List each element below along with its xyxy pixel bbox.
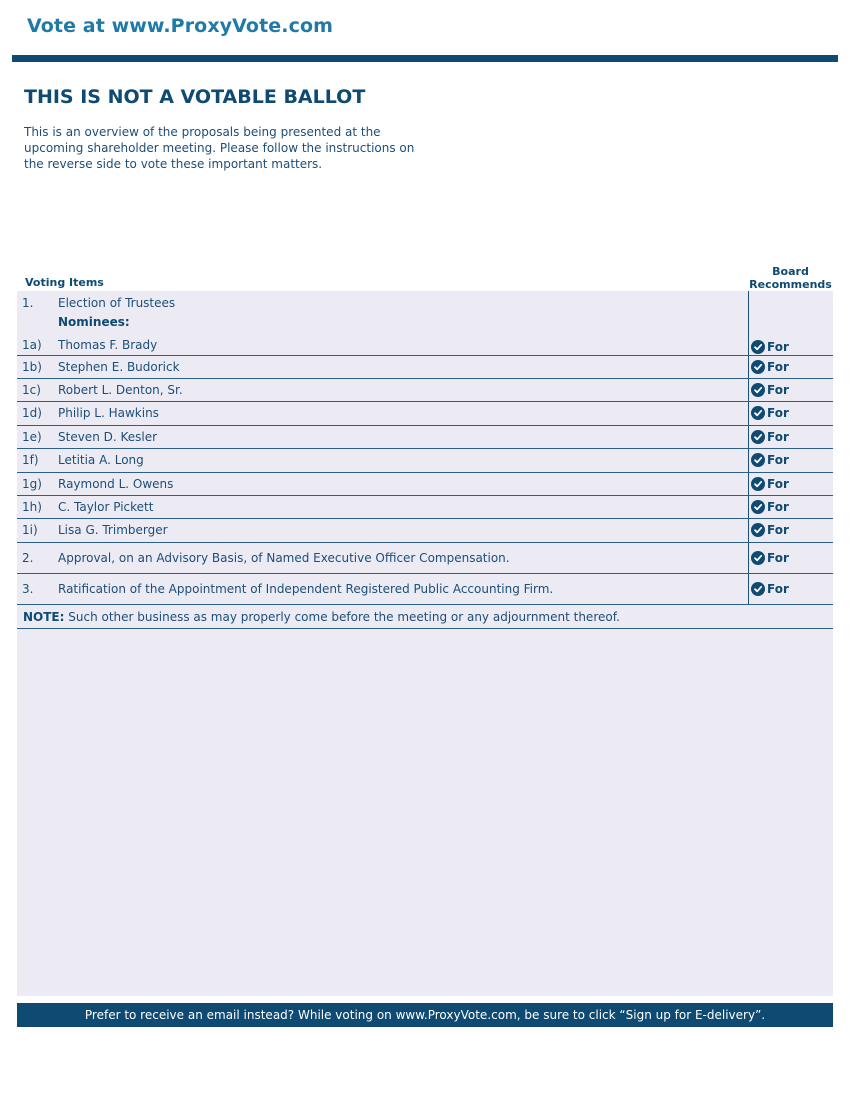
recommendation-value: For — [767, 500, 789, 514]
voting-row — [17, 543, 833, 574]
board-recommendation — [751, 523, 789, 537]
board-recommendation — [751, 582, 789, 596]
item-number: 1f) — [22, 453, 39, 467]
board-recommendation — [751, 477, 789, 491]
voting-row — [17, 473, 833, 496]
item-label: Raymond L. Owens — [58, 477, 174, 491]
check-circle-icon — [751, 340, 765, 354]
voting-row — [17, 402, 833, 426]
item-number: 1h) — [22, 500, 42, 514]
item-label: Approval, on an Advisory Basis, of Named Executive Officer Compensation. — [58, 551, 510, 565]
voting-items-header: Voting Items — [25, 276, 104, 289]
voting-row — [17, 519, 833, 543]
board-recommendation — [751, 340, 789, 354]
item-number: 1i) — [22, 523, 38, 537]
voting-row — [17, 426, 833, 449]
recommendation-value: For — [767, 383, 789, 397]
recommendation-value: For — [767, 340, 789, 354]
nominees-label: Nominees: — [58, 315, 130, 329]
board-recommendation — [751, 406, 789, 420]
check-circle-icon — [751, 523, 765, 537]
voting-row — [17, 574, 833, 605]
item-number: 1c) — [22, 383, 41, 397]
note-text — [23, 610, 620, 624]
page-title: THIS IS NOT A VOTABLE BALLOT — [24, 86, 366, 108]
check-circle-icon — [751, 551, 765, 565]
board-recommendation — [751, 383, 789, 397]
voting-row — [17, 334, 833, 356]
board-recommendation — [751, 551, 789, 565]
item-number: 1b) — [22, 360, 42, 374]
item-label: Stephen E. Budorick — [58, 360, 180, 374]
recommendation-value: For — [767, 406, 789, 420]
check-circle-icon — [751, 430, 765, 444]
item-label: Robert L. Denton, Sr. — [58, 383, 183, 397]
recommendation-value: For — [767, 453, 789, 467]
voting-row — [17, 356, 833, 379]
recommendation-value: For — [767, 360, 789, 374]
voting-row — [17, 496, 833, 519]
item-label: Ratification of the Appointment of Independent Registered Public Accounting Firm. — [58, 582, 554, 596]
item-label: Thomas F. Brady — [58, 338, 158, 352]
board-recommendation — [751, 430, 789, 444]
board-recommends-header: Board Recommends — [749, 265, 832, 291]
board-recommendation — [751, 453, 789, 467]
recommendation-value: For — [767, 523, 789, 537]
check-circle-icon — [751, 477, 765, 491]
item-label: Letitia A. Long — [58, 453, 144, 467]
recommendation-value: For — [767, 582, 789, 596]
recommendation-value: For — [767, 551, 789, 565]
item-label: C. Taylor Pickett — [58, 500, 154, 514]
item-label: Philip L. Hawkins — [58, 406, 159, 420]
item-number: 1. — [22, 296, 34, 310]
note-divider — [17, 628, 833, 629]
header-divider — [12, 55, 838, 62]
note-label: NOTE: — [23, 610, 65, 624]
item-number: 1d) — [22, 406, 42, 420]
footer-banner: Prefer to receive an email instead? While voting on www.ProxyVote.com, be sure to click “Sign up for E-delivery”. — [17, 1003, 833, 1027]
recommendation-value: For — [767, 477, 789, 491]
check-circle-icon — [751, 383, 765, 397]
proxyvote-link[interactable]: Vote at www.ProxyVote.com — [27, 15, 333, 37]
intro-text: This is an overview of the proposals being presented at the upcoming shareholder meeting. Please follow the instructions on the reverse side to vote these important matters. — [24, 125, 415, 171]
note-body: Such other business as may properly come before the meeting or any adjournment thereof. — [64, 610, 620, 624]
check-circle-icon — [751, 453, 765, 467]
check-circle-icon — [751, 406, 765, 420]
item-number: 1e) — [22, 430, 42, 444]
voting-row — [17, 379, 833, 402]
voting-row — [17, 291, 833, 334]
recommendation-value: For — [767, 430, 789, 444]
check-circle-icon — [751, 500, 765, 514]
check-circle-icon — [751, 582, 765, 596]
item-number: 3. — [22, 582, 34, 596]
item-number: 2. — [22, 551, 34, 565]
item-number: 1g) — [22, 477, 42, 491]
board-recommendation — [751, 500, 789, 514]
item-label: Lisa G. Trimberger — [58, 523, 168, 537]
item-label: Steven D. Kesler — [58, 430, 158, 444]
item-label: Election of Trustees — [58, 296, 176, 310]
check-circle-icon — [751, 360, 765, 374]
voting-row — [17, 449, 833, 473]
board-recommendation — [751, 360, 789, 374]
item-number: 1a) — [22, 338, 42, 352]
